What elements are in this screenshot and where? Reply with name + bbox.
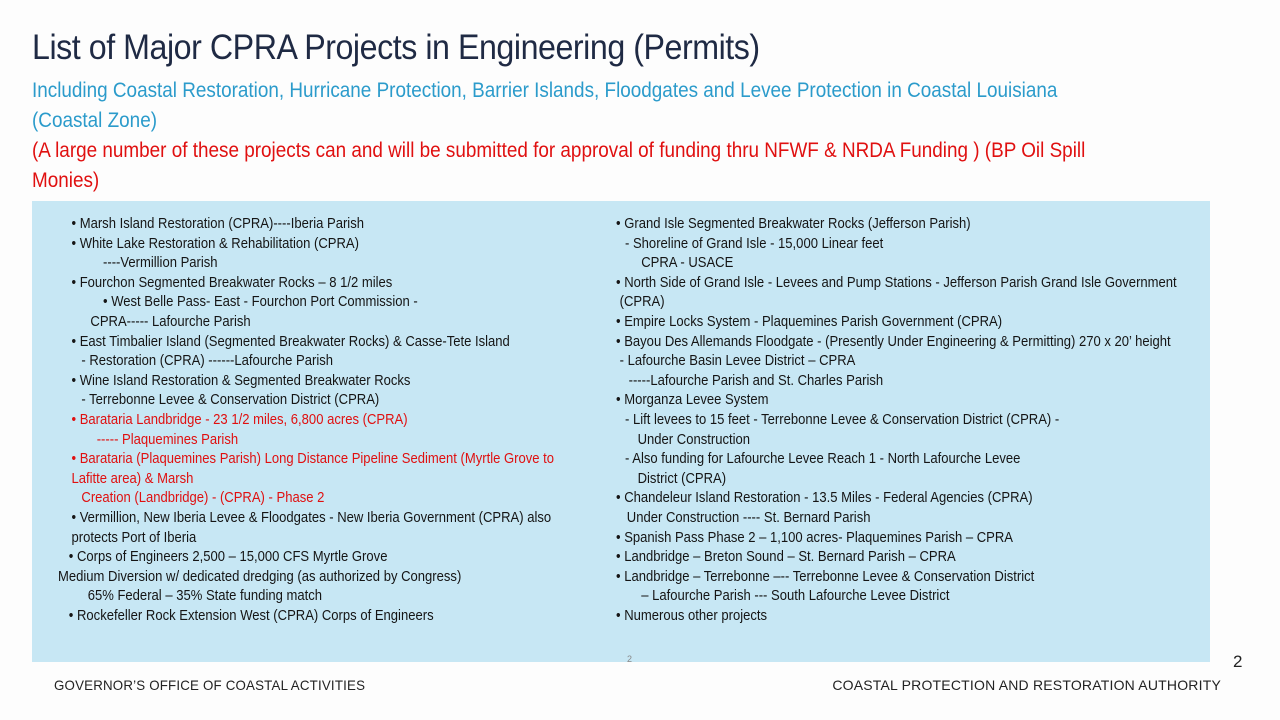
list-sub-item: • West Belle Pass- East - Fourchon Port Commission - bbox=[103, 294, 418, 311]
list-item: • Landbridge – Breton Sound – St. Bernard Parish – CPRA bbox=[616, 549, 956, 566]
list-item-continuation: ----- Plaquemines Parish bbox=[96, 431, 239, 448]
list-item-continuation: ----Vermillion Parish bbox=[103, 255, 218, 272]
list-item-continuation: – Lafourche Parish --- South Lafourche Levee District bbox=[641, 588, 950, 605]
list-sub-item: - Terrebonne Levee & Conservation District (CPRA) bbox=[81, 392, 380, 409]
list-item-continuation: District (CPRA) bbox=[637, 470, 727, 487]
list-item: • Rockefeller Rock Extension West (CPRA) Corps of Engineers bbox=[68, 607, 434, 624]
list-sub-item: - Also funding for Lafourche Levee Reach 1 - North Lafourche Levee bbox=[625, 451, 1021, 468]
subtitle-line: Including Coastal Restoration, Hurricane Protection, Barrier Islands, Floodgates and Levee Protection in Coastal Louisiana bbox=[32, 79, 1058, 102]
subtitle-line: (Coastal Zone) bbox=[32, 109, 158, 132]
list-item-continuation: (CPRA) bbox=[619, 294, 665, 311]
list-item: • Spanish Pass Phase 2 – 1,100 acres- Plaquemines Parish – CPRA bbox=[616, 529, 1014, 546]
list-item: • Corps of Engineers 2,500 – 15,000 CFS Myrtle Grove bbox=[68, 549, 388, 566]
project-list-right bbox=[616, 215, 1210, 626]
list-item: • Wine Island Restoration & Segmented Breakwater Rocks bbox=[71, 372, 411, 389]
list-item-continuation: Creation (Landbridge) - (CPRA) - Phase 2 bbox=[81, 490, 325, 507]
list-item: • Bayou Des Allemands Floodgate - (Presently Under Engineering & Permitting) 270 x 20’ height bbox=[616, 333, 1171, 350]
footer-organization-left: GOVERNOR’S OFFICE OF COASTAL ACTIVITIES bbox=[54, 677, 366, 693]
list-sub-item: - Lafourche Basin Levee District – CPRA bbox=[619, 353, 856, 370]
list-sub-item: - Restoration (CPRA) ------Lafourche Parish bbox=[81, 353, 334, 370]
list-item-continuation: Lafitte area) & Marsh bbox=[71, 470, 194, 487]
slide-title: List of Major CPRA Projects in Engineering (Permits) bbox=[32, 28, 760, 67]
list-item: • Grand Isle Segmented Breakwater Rocks (Jefferson Parish) bbox=[616, 216, 971, 232]
slide-subtitle bbox=[32, 76, 1157, 136]
list-item: • Fourchon Segmented Breakwater Rocks – 8 1/2 miles bbox=[71, 274, 393, 291]
list-item-continuation: CPRA----- Lafourche Parish bbox=[90, 313, 251, 330]
list-item-continuation: protects Port of Iberia bbox=[71, 529, 197, 546]
list-item-continuation: Medium Diversion w/ dedicated dredging (as authorized by Congress) bbox=[58, 568, 462, 585]
list-item-continuation: 65% Federal – 35% State funding match bbox=[87, 588, 323, 605]
project-list-panel bbox=[32, 201, 1210, 662]
list-sub-item: - Shoreline of Grand Isle - 15,000 Linear feet bbox=[625, 235, 884, 252]
slide-number-mark: 2 bbox=[627, 654, 633, 664]
list-sub-item: - Lift levees to 15 feet - Terrebonne Levee & Conservation District (CPRA) - bbox=[625, 411, 1060, 428]
list-item: • North Side of Grand Isle - Levees and Pump Stations - Jefferson Parish Grand Isle Government bbox=[616, 274, 1177, 291]
list-item: • White Lake Restoration & Rehabilitation (CPRA) bbox=[71, 235, 359, 252]
list-item-continuation: Under Construction bbox=[637, 431, 751, 448]
notice-line: (A large number of these projects can and will be submitted for approval of funding thru NFWF & NRDA Funding ) (BP Oil Spill bbox=[32, 139, 1086, 162]
project-list-left bbox=[58, 215, 607, 626]
funding-notice bbox=[32, 136, 1166, 196]
list-item: • East Timbalier Island (Segmented Breakwater Rocks) & Casse-Tete Island bbox=[71, 333, 510, 350]
notice-line: Monies) bbox=[32, 169, 100, 192]
list-item-continuation: -----Lafourche Parish and St. Charles Parish bbox=[628, 372, 884, 389]
list-item: • Vermillion, New Iberia Levee & Floodgates - New Iberia Government (CPRA) also bbox=[71, 509, 552, 526]
list-item: • Empire Locks System - Plaquemines Parish Government (CPRA) bbox=[616, 313, 1003, 330]
footer-organization-right: COASTAL PROTECTION AND RESTORATION AUTHORITY bbox=[832, 677, 1221, 693]
list-item: • Numerous other projects bbox=[616, 607, 768, 624]
list-item-highlighted: • Barataria Landbridge - 23 1/2 miles, 6,800 acres (CPRA) bbox=[71, 411, 408, 428]
page-number: 2 bbox=[1233, 652, 1243, 671]
list-item: • Morganza Levee System bbox=[616, 392, 769, 409]
list-item-continuation: Under Construction ---- St. Bernard Parish bbox=[626, 509, 871, 526]
list-item: • Marsh Island Restoration (CPRA)----Iberia Parish bbox=[71, 216, 364, 232]
list-item: • Chandeleur Island Restoration - 13.5 Miles - Federal Agencies (CPRA) bbox=[616, 490, 1033, 507]
list-item: • Landbridge – Terrebonne –-- Terrebonne Levee & Conservation District bbox=[616, 568, 1035, 585]
list-item-highlighted: • Barataria (Plaquemines Parish) Long Distance Pipeline Sediment (Myrtle Grove to bbox=[71, 451, 555, 468]
list-item-continuation: CPRA - USACE bbox=[641, 255, 734, 272]
